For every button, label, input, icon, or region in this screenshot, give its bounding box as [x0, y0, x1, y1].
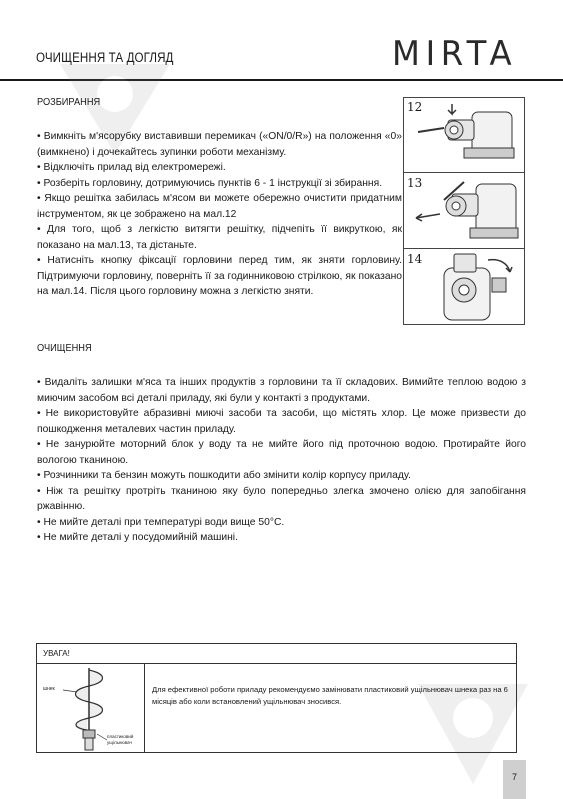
list-item: • Розберіть горловину, дотримуючись пунктів 6 - 1 інструкції зі збирання.	[37, 177, 383, 189]
meat-grinder-illustration-icon	[404, 98, 524, 173]
figure-number: 14	[407, 252, 423, 266]
list-item: • Не занурюйте моторний блок у воду та не мийте його під проточною водою. Протирайте його вологою тканиною.	[37, 439, 526, 466]
page-number: 7	[511, 772, 517, 782]
list-item: • Для того, щоб з легкістю витягти решітку, підчепіть її викруткою, як показано на мал.13, та дістаньте.	[37, 224, 402, 251]
cleaning-list	[37, 375, 526, 546]
list-item: • Натисніть кнопку фіксації горловини перед тим, як зняти горловину. Підтримуючи горловину, поверніть її за годинниковою стрілкою, як показано на мал.14. Після цього горловину можна з легкістю зняти.	[37, 255, 402, 297]
list-item: • Відключіть прилад від електромережі.	[37, 162, 226, 173]
list-item: • Вимкніть м'ясорубку виставивши перемикач («ON/0/R») на положення «0» (вимкнено) і дочекайтесь зупинки роботи механізму.	[37, 131, 402, 158]
figure-number: 12	[407, 100, 423, 114]
list-item: • Видаліть залишки м'яса та інших продуктів з горловини та її складових. Вимийте теплою водою з миючим засобом всі деталі приладу, які були у контакті з продуктами.	[37, 377, 526, 404]
warning-text: Для ефективної роботи приладу рекомендуємо замінювати пластиковий ущільнювач шнека раз на 6 місяців або коли встановлений ущільнювач зносився.	[152, 685, 508, 706]
list-item: • Не використовуйте абразивні миючі засоби та засоби, що містять хлор. Це може призвести до пошкодження металевих частин приладу.	[37, 408, 526, 435]
list-item: • Не мийте деталі при температурі води вище 50°С.	[37, 516, 285, 528]
meat-grinder-illustration-icon	[404, 250, 524, 325]
figure-12	[404, 98, 524, 173]
section-title-disassembly: РОЗБИРАННЯ	[37, 96, 101, 108]
page-number-tab	[503, 760, 526, 799]
list-item: • Ніж та решітку протріть тканиною яку було попередньо злегка змочено олією для запобігання ржавінню.	[37, 485, 526, 512]
figure-14	[404, 250, 524, 325]
disassembly-list	[37, 129, 402, 300]
list-item: • Не мийте деталі у посудомийній машині.	[37, 532, 238, 543]
page-title: ОЧИЩЕННЯ ТА ДОГЛЯД	[36, 50, 174, 65]
auger-label: шнек	[43, 686, 55, 692]
section-title-cleaning: ОЧИЩЕННЯ	[37, 342, 92, 354]
warning-title: УВАГА!	[37, 644, 516, 664]
figure-strip	[403, 97, 525, 325]
meat-grinder-illustration-icon	[404, 174, 524, 249]
auger-illustration	[37, 664, 145, 752]
seal-label: пластиковий ущільнювач	[107, 734, 134, 745]
brand-logo: MIRTA	[392, 34, 518, 74]
figure-13	[404, 174, 524, 249]
list-item: • Розчинники та бензин можуть пошкодити або змінити колір корпусу приладу.	[37, 470, 411, 481]
figure-number: 13	[407, 176, 423, 190]
list-item: • Якщо решітка забилась м'ясом ви можете обережно очистити придатним інструментом, як це зображено на мал.12	[37, 193, 402, 220]
warning-box	[36, 643, 517, 753]
